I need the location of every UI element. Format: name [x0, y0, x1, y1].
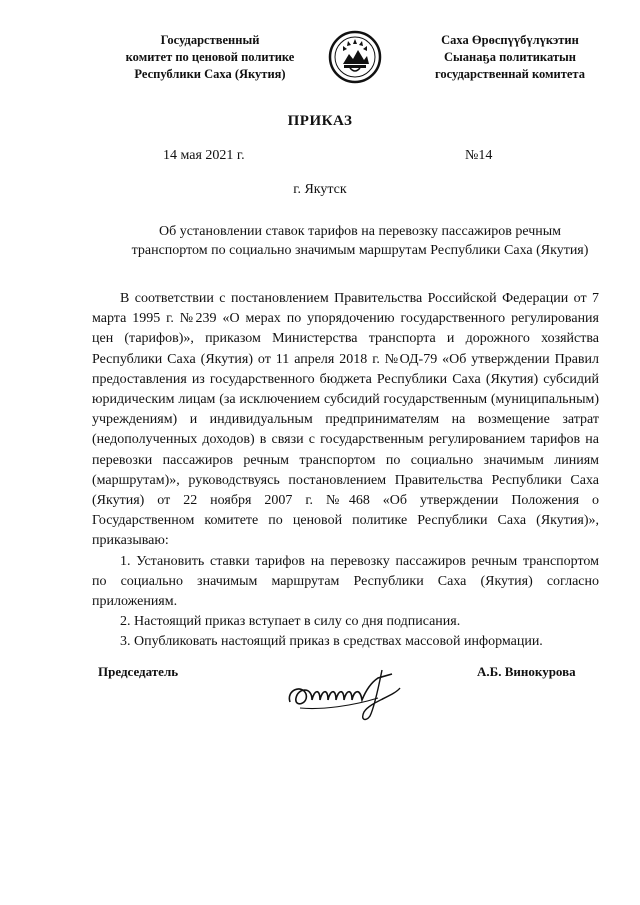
document-city: г. Якутск — [293, 182, 347, 197]
order-item: 1. Установить ставки тарифов на перевозку пассажиров речным транспортом по социально значимым маршрутам Республики Саха (Якутия) согласно приложениям. — [92, 553, 599, 610]
issuer-name-russian — [100, 32, 320, 83]
order-item: 2. Настоящий приказ вступает в силу со дня подписания. — [120, 614, 461, 630]
document-body — [92, 289, 599, 653]
issuer-line: Государственный — [160, 33, 260, 47]
document-number: №14 — [465, 148, 493, 163]
issuer-name-yakut — [410, 32, 610, 83]
document-subject: Об установлении ставок тарифов на перевозку пассажиров речным транспортом по социально значимым маршрутам Республики Саха (Якутия) — [131, 224, 589, 258]
preamble-paragraph: В соответствии с постановлением Правительства Российской Федерации от 7 марта 1995 г. №239 «О мерах по упорядочению государственного регулирования цен (тарифов)», приказом Министерства транспорта и дорожного хозяйства Республики Саха (Якутия) от 11 апреля 2018 г. №ОД-79 «Об утверждении Правил предоставления из государственного бюджета Республики Саха (Якутия) субсидий юридическим лицам (за исключением субсидий государственным (муниципальным) учреждениям) и индивидуальным предпринимателям на возмещение затрат (недополученных доходов) в связи с государственным регулированием тарифов на перевозки пассажиров речным транспортом по социально значимым линиям (маршрутам)», руководствуясь постановлением Правительства Республики Саха (Якутия) от 22 ноября 2007 г. №468 «Об утверждении Положения о Государственном комитете по ценовой политике Республики Саха (Якутия)», приказываю: — [92, 291, 599, 549]
order-item: 3. Опубликовать настоящий приказ в средствах массовой информации. — [120, 634, 543, 650]
signatory-role: Председатель — [98, 664, 179, 679]
issuer-line: Саха Өрөспүүбүлүкэтин — [441, 33, 579, 47]
issuer-line: государственнай комитета — [435, 67, 585, 81]
issuer-line: Сыанаҕа политикатын — [444, 50, 576, 64]
signatory-name: А.Б. Винокурова — [477, 664, 576, 679]
emblem-icon — [328, 30, 382, 84]
handwritten-signature — [282, 660, 412, 730]
document-title: ПРИКАЗ — [287, 113, 353, 129]
issuer-line: Республики Саха (Якутия) — [134, 67, 286, 81]
issuer-line: комитет по ценовой политике — [125, 50, 295, 64]
document-date: 14 мая 2021 г. — [163, 148, 245, 163]
